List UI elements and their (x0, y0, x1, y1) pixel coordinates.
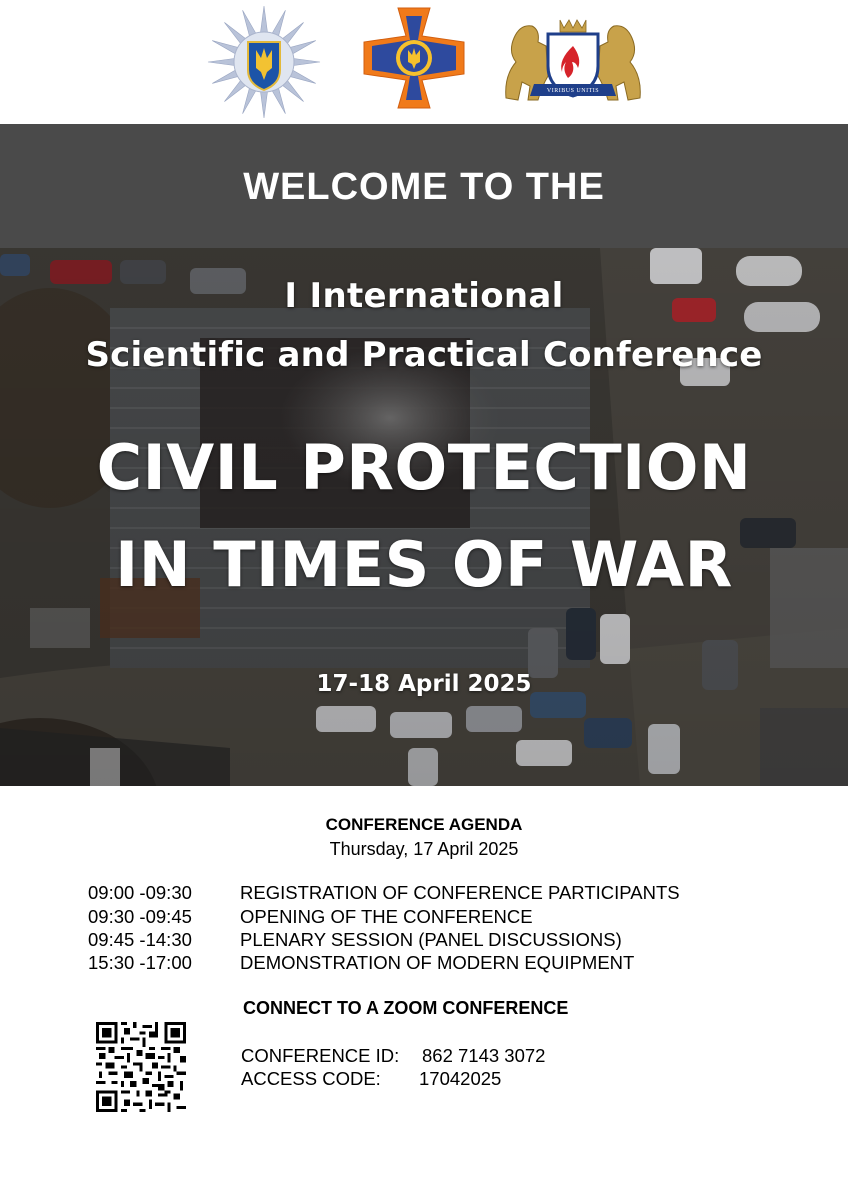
agenda-activity: PLENARY SESSION (PANEL DISCUSSIONS) (240, 929, 622, 950)
zoom-heading: CONNECT TO A ZOOM CONFERENCE (243, 998, 569, 1018)
lions-shield-emblem-icon (502, 16, 644, 106)
conference-title-line-2: IN TIMES OF WAR (115, 528, 733, 601)
qr-code-icon[interactable] (96, 1022, 186, 1117)
access-code-value: 17042025 (419, 1068, 502, 1089)
conference-id-label: CONFERENCE ID: (241, 1045, 400, 1066)
agenda-activity: DEMONSTRATION OF MODERN EQUIPMENT (240, 952, 635, 973)
conference-dates: 17-18 April 2025 (316, 671, 532, 697)
agenda-time: 15:30 -17:00 (88, 952, 192, 973)
agenda-time: 09:45 -14:30 (88, 929, 192, 950)
conference-title-line-1: CIVIL PROTECTION (96, 431, 752, 504)
agenda-time: 09:00 -09:30 (88, 882, 192, 903)
agenda-title: CONFERENCE AGENDA (325, 815, 523, 834)
agenda-activity: REGISTRATION OF CONFERENCE PARTICIPANTS (240, 882, 680, 903)
aerial-photo-image (0, 248, 848, 786)
access-code-label: ACCESS CODE: (241, 1068, 381, 1089)
conference-number-line: I International (284, 276, 564, 316)
hero-aerial-photo (0, 248, 848, 786)
logo-row (0, 0, 848, 124)
agenda-day: Thursday, 17 April 2025 (329, 839, 519, 859)
civil-protection-cross-emblem-icon (362, 6, 466, 110)
welcome-heading: WELCOME TO THE (243, 166, 605, 208)
police-star-emblem-icon (206, 4, 322, 120)
conference-type-line: Scientific and Practical Conference (85, 335, 763, 375)
agenda-activity: OPENING OF THE CONFERENCE (240, 906, 533, 927)
conference-id-value: 862 7143 3072 (422, 1045, 546, 1066)
academy-motto: VIRIBUS UNITIS (546, 88, 600, 94)
agenda-time: 09:30 -09:45 (88, 906, 192, 927)
